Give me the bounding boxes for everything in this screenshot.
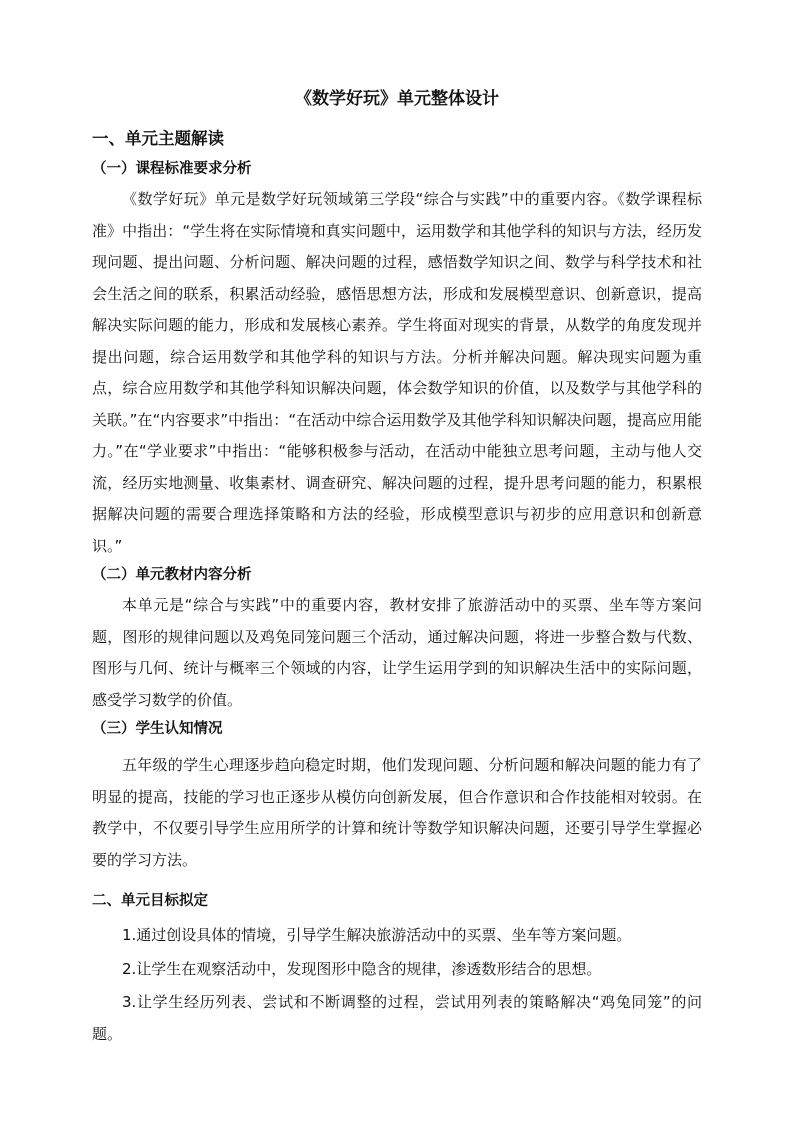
section-heading-unit-theme: 一、单元主题解读 — [92, 129, 224, 148]
subsection-heading-student-cognition: （三）学生认知情况 — [92, 721, 223, 737]
goal-item: 2.让学生在观察活动中，发现图形中隐含的规律，渗透数形结合的思想。 — [122, 959, 602, 978]
paragraph-student-cognition: 五年级的学生心理逐步趋向稳定时期，他们发现问题、分析问题和解决问题的能力有了明显的提高，技能的学习也正逐步从模仿向创新发展，但合作意识和合作技能相对较弱。在教学中，不仅要引导学生应用所学的计算和统计等数学知识解决问题，还要引导学生掌握必要的学习方法。 — [92, 756, 702, 869]
paragraph-textbook-content: 本单元是“综合与实践”中的重要内容，教材安排了旅游活动中的买票、坐车等方案问题，图形的规律问题以及鸡兔同笼问题三个活动，通过解决问题，将进一步整合数与代数、图形与几何、统计与概率三个领域的内容，让学生运用学到的知识解决生活中的实际问题，感受学习数学的价值。 — [92, 596, 702, 709]
paragraph-curriculum-standard: 《数学好玩》单元是数学好玩领域第三学段“综合与实践”中的重要内容。《数学课程标准》中指出：“学生将在实际情境和真实问题中，运用数学和其他学科的知识与方法，经历发现问题、提出问题、分析问题、解决问题的过程，感悟数学知识之间、数学与科学技术和社会生活之间的联系，积累活动经验，感悟思想方法，形成和发展模型意识、创新意识，提高解决实际问题的能力，形成和发展核心素养。学生将面对现实的背景，从数学的角度发现并提出问题，综合运用数学和其他学科的知识与方法。分析并解决问题。解决现实问题为重点，综合应用数学和其他学科知识解决问题，体会数学知识的价值，以及数学与其他学科的关联。”在“内容要求”中指出：“在活动中综合运用数学及其他学科知识解决问题，提高应用能力。”在“学业要求”中指出：“能够积极参与活动，在活动中能独立思考问题，主动与他人交流，经历实地测量、收集素材、调查研究、解决问题的过程，提升思考问题的能力，积累根据解决问题的需要合理选择策略和方法的经验，形成模型意识与初步的应用意识和创新意识。” — [92, 190, 702, 555]
goal-item: 3.让学生经历列表、尝试和不断调整的过程，尝试用列表的策略解决“鸡兔同笼”的问题。 — [92, 993, 702, 1043]
goal-item: 1.通过创设具体的情境，引导学生解决旅游活动中的买票、坐车等方案问题。 — [122, 926, 632, 944]
document-content — [92, 88, 702, 1052]
subsection-heading-curriculum-standard: （一）课程标准要求分析 — [92, 161, 252, 177]
document-title: 《数学好玩》单元整体设计 — [295, 89, 499, 109]
section-heading-unit-goals: 二、单元目标拟定 — [92, 893, 208, 909]
subsection-heading-textbook-content: （二）单元教材内容分析 — [92, 567, 252, 583]
